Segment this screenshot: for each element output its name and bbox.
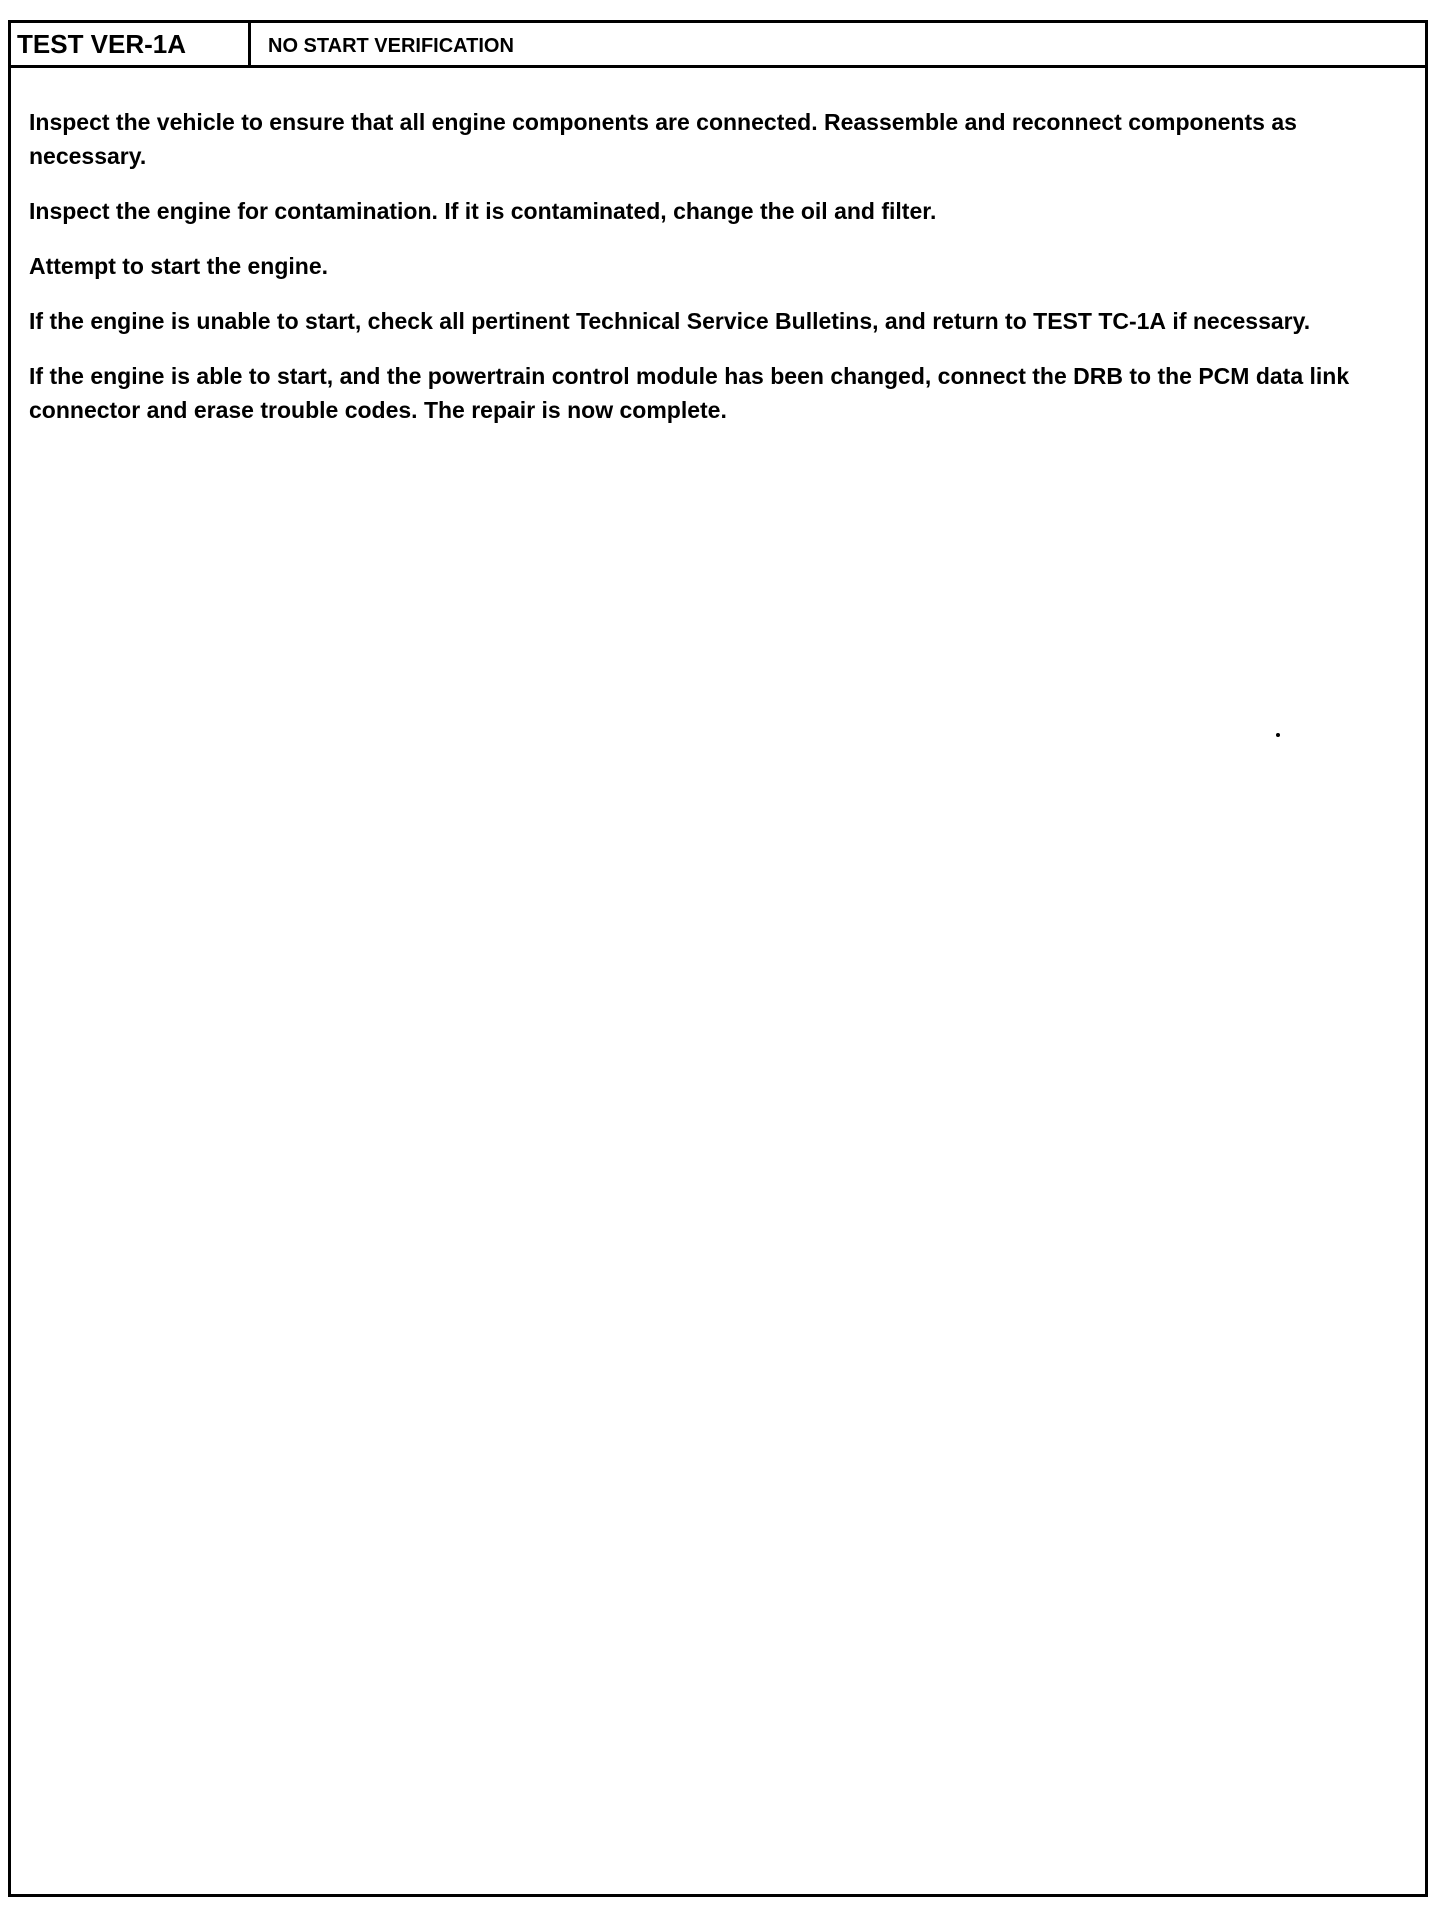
scan-speck bbox=[1276, 733, 1280, 737]
paragraph-able-to-start bbox=[29, 359, 1389, 427]
test-reference: TEST TC-1A bbox=[1033, 308, 1167, 334]
paragraph-inspect-components: Inspect the vehicle to ensure that all engine components are connected. Reassemble and reconnect components as necessary. bbox=[29, 109, 1297, 169]
text-run: If the engine is bbox=[29, 308, 197, 334]
paragraph-attempt-start: Attempt to start the engine. bbox=[29, 253, 329, 279]
emphasis-unable: unable bbox=[196, 308, 271, 334]
text-run: to start, and the powertrain control module bbox=[242, 363, 725, 389]
paragraph-unable-to-start bbox=[29, 304, 1389, 338]
emphasis-has-been-changed: has been changed bbox=[724, 363, 925, 389]
text-run: , connect the DRB to the PCM data link connector and erase trouble codes. The repair is now complete. bbox=[29, 363, 1350, 423]
text-run: to start, check all pertinent Technical Service Bulletins, and return to bbox=[270, 308, 1034, 334]
text-run: if necessary. bbox=[1166, 308, 1311, 334]
test-id: TEST VER-1A bbox=[11, 23, 251, 65]
text-run: If the engine is bbox=[29, 363, 197, 389]
paragraph-inspect-contamination: Inspect the engine for contamination. If it is contaminated, change the oil and filter. bbox=[29, 198, 937, 224]
procedure-body bbox=[29, 105, 1389, 448]
test-title: NO START VERIFICATION bbox=[268, 35, 514, 57]
test-header bbox=[11, 23, 1425, 68]
test-procedure-box bbox=[8, 20, 1428, 1897]
emphasis-able: able bbox=[196, 363, 243, 389]
